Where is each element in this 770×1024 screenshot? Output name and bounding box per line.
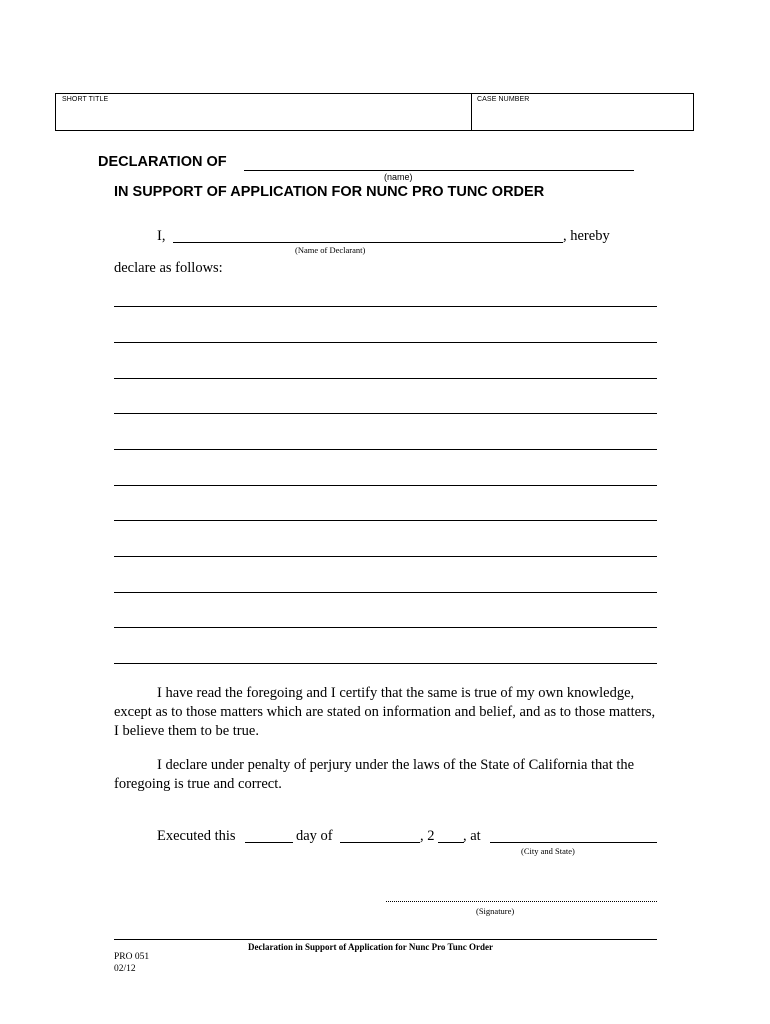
- declarant-caption: (Name of Declarant): [295, 245, 366, 255]
- at-label: , at: [463, 828, 481, 844]
- declaration-line-3[interactable]: [114, 378, 657, 379]
- declare-as-follows: declare as follows:: [114, 260, 223, 276]
- footer-title: Declaration in Support of Application for Nunc Pro Tunc Order: [248, 942, 493, 952]
- declaration-line-1[interactable]: [114, 306, 657, 307]
- declaration-line-5[interactable]: [114, 449, 657, 450]
- declarant-name-line[interactable]: [173, 242, 563, 243]
- short-title-label: SHORT TITLE: [62, 96, 109, 103]
- declaration-line-7[interactable]: [114, 520, 657, 521]
- certification-paragraph-1: I have read the foregoing and I certify that the same is true of my own knowledge, except as to those matters which are stated on information and belief, and as to those matters, I believe them to be true.: [114, 685, 656, 739]
- city-state-caption: (City and State): [521, 846, 575, 856]
- intro-i: I,: [157, 228, 166, 244]
- execution-day-field[interactable]: [245, 842, 293, 843]
- executed-this-label: Executed this: [157, 828, 236, 844]
- form-date: 02/12: [114, 964, 136, 974]
- declaration-line-9[interactable]: [114, 592, 657, 593]
- declaration-line-6[interactable]: [114, 485, 657, 486]
- declaration-line-2[interactable]: [114, 342, 657, 343]
- declaration-line-11[interactable]: [114, 663, 657, 664]
- city-state-field[interactable]: [490, 842, 657, 843]
- title-support-line: IN SUPPORT OF APPLICATION FOR NUNC PRO TUNC ORDER: [114, 184, 545, 200]
- execution-year-field[interactable]: [438, 842, 464, 843]
- form-code: PRO 051: [114, 952, 150, 962]
- signature-field[interactable]: [386, 901, 657, 902]
- case-number-label: CASE NUMBER: [477, 96, 530, 103]
- day-of-label: day of: [296, 828, 333, 844]
- declaration-line-4[interactable]: [114, 413, 657, 414]
- header-box: [55, 93, 694, 131]
- header-divider: [471, 94, 472, 130]
- declaration-line-8[interactable]: [114, 556, 657, 557]
- title-declaration-of: DECLARATION OF: [98, 154, 227, 170]
- declarant-name-field[interactable]: [244, 170, 634, 171]
- name-caption: (name): [384, 172, 413, 182]
- year-prefix-label: , 2: [420, 828, 435, 844]
- declaration-line-10[interactable]: [114, 627, 657, 628]
- certification-paragraph-2: I declare under penalty of perjury under the laws of the State of California that the foregoing is true and correct.: [114, 757, 635, 792]
- intro-hereby: , hereby: [563, 228, 610, 244]
- signature-caption: (Signature): [476, 906, 515, 916]
- footer-rule: [114, 939, 657, 940]
- execution-month-field[interactable]: [340, 842, 420, 843]
